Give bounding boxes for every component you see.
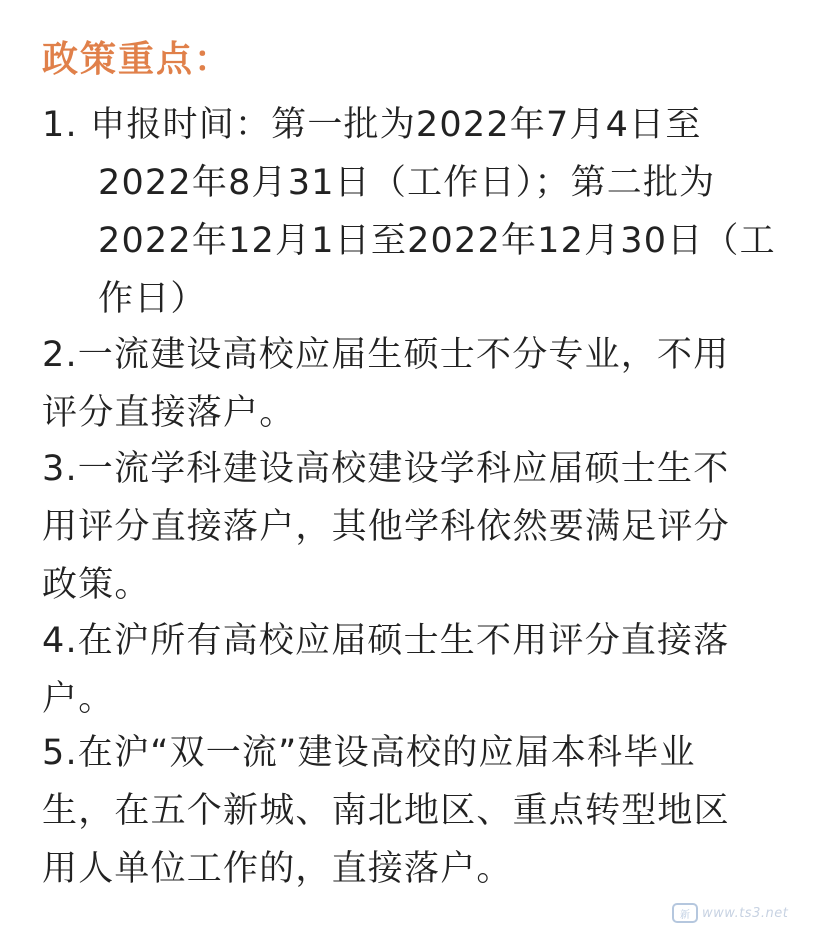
policy-item-3-line-3: 政策。 xyxy=(42,565,151,605)
policy-item-3 xyxy=(42,440,730,614)
policy-item-5-line-1: 5.在沪“双一流”建设高校的应届本科毕业 xyxy=(42,733,696,773)
policy-item-3-line-1: 3.一流学科建设高校建设学科应届硕士生不 xyxy=(42,449,730,489)
policy-item-3-line-2: 用评分直接落户，其他学科依然要满足评分 xyxy=(42,507,730,547)
policy-item-1-line-3: 2022年12月1日至2022年12月30日（工 xyxy=(98,221,776,261)
watermark xyxy=(672,900,822,926)
section-title: 政策重点： xyxy=(42,39,233,80)
policy-item-1 xyxy=(42,96,776,328)
policy-item-1-line-1: 1. 申报时间：第一批为2022年7月4日至 xyxy=(42,105,702,145)
watermark-logo-icon: 新 xyxy=(672,903,698,923)
policy-item-1-line-4: 作日） xyxy=(98,279,207,319)
policy-item-2 xyxy=(42,326,729,442)
policy-item-5 xyxy=(42,724,730,898)
policy-item-2-line-2: 评分直接落户。 xyxy=(42,393,296,433)
watermark-text: www.ts3.net xyxy=(702,905,789,921)
policy-item-1-line-2: 2022年8月31日（工作日）；第二批为 xyxy=(98,163,716,203)
policy-item-5-line-3: 用人单位工作的，直接落户。 xyxy=(42,849,513,889)
policy-item-2-line-1: 2.一流建设高校应届生硕士不分专业，不用 xyxy=(42,335,730,375)
policy-item-4 xyxy=(42,612,729,728)
policy-item-4-line-1: 4.在沪所有高校应届硕士生不用评分直接落 xyxy=(42,621,730,661)
policy-item-4-line-2: 户。 xyxy=(42,679,115,719)
policy-item-5-line-2: 生，在五个新城、南北地区、重点转型地区 xyxy=(42,791,730,831)
